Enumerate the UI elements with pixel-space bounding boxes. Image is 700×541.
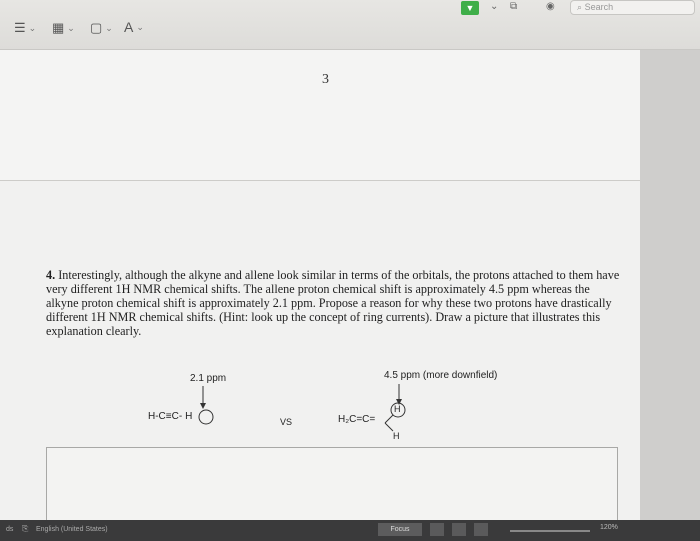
focus-label: Focus: [390, 526, 410, 533]
alkyne-shift-label: 2.1 ppm: [190, 373, 227, 384]
focus-button[interactable]: [378, 523, 422, 536]
zoom-slider[interactable]: [510, 530, 590, 532]
zoom-level: 120%: [600, 524, 618, 531]
search-icon: ⌕: [577, 2, 583, 12]
account-icon[interactable]: ◉: [546, 1, 555, 12]
allene-proton-bottom: H: [393, 431, 400, 441]
shape-icon: ▢: [90, 20, 103, 35]
chevron-down-icon: ⌄: [136, 21, 144, 32]
chevron-down-icon: ⌄: [67, 22, 75, 33]
current-page: [0, 180, 640, 520]
text-style-label: A: [124, 19, 134, 35]
question-number: 4.: [46, 268, 56, 282]
table-button[interactable]: [52, 20, 75, 36]
proofing-icon[interactable]: ⎘: [22, 524, 29, 533]
allene-proton-top: H: [394, 404, 401, 414]
toolbar: [0, 0, 700, 50]
page-number: 3: [322, 72, 329, 87]
shape-button[interactable]: [90, 20, 113, 36]
alkyne-formula: H-C≡C-: [148, 411, 183, 422]
alkyne-proton: H: [185, 411, 193, 422]
allene-bond-down: [385, 423, 393, 431]
list-icon: ☰: [14, 20, 26, 35]
table-icon: ▦: [52, 20, 65, 35]
previous-page: [0, 50, 640, 180]
extension-icon[interactable]: ▼: [461, 1, 479, 15]
language-label[interactable]: English (United States): [36, 526, 108, 533]
allene-bond-up: [385, 415, 393, 423]
alkyne-h-circle: [199, 410, 213, 424]
window-icon[interactable]: ⧉: [510, 1, 518, 12]
document-gutter: [640, 50, 700, 520]
list-format-button[interactable]: [14, 20, 36, 36]
chevron-down-icon: ⌄: [105, 22, 113, 33]
answer-text-box[interactable]: [46, 447, 618, 527]
read-mode-button[interactable]: [474, 523, 488, 536]
status-page-info: ds: [6, 526, 14, 533]
versus-label: VS: [280, 417, 293, 427]
alkyne-arrowhead: [200, 403, 206, 409]
allene-formula: H₂C=C=: [338, 414, 376, 425]
web-layout-button[interactable]: [452, 523, 466, 536]
chevron-down-icon: ⌄: [28, 22, 37, 33]
text-style-button[interactable]: [124, 19, 144, 35]
status-bar: [0, 520, 700, 541]
search-placeholder: Search: [584, 2, 614, 12]
alkyne-structure: [148, 411, 192, 422]
allene-shift-label: 4.5 ppm (more downfield): [384, 370, 498, 381]
print-layout-button[interactable]: [430, 523, 444, 536]
allene-structure: [338, 414, 375, 425]
search-input[interactable]: [570, 0, 695, 15]
question-body: Interestingly, although the alkyne and allene look similar in terms of the orbitals, the protons attached to them have very different 1H NMR chemical shifts. The allene proton chemical shift is approximately 4.5 ppm whereas the alkyne proton chemical shift is approximately 2.1 ppm. Propose a reason for why these two protons have drastically different 1H NMR chemical shifts. (Hint: look up the concept of ring currents). Draw a picture that illustrates this explanation clearly.: [46, 268, 620, 338]
dropdown-icon[interactable]: ⌄: [490, 1, 499, 12]
